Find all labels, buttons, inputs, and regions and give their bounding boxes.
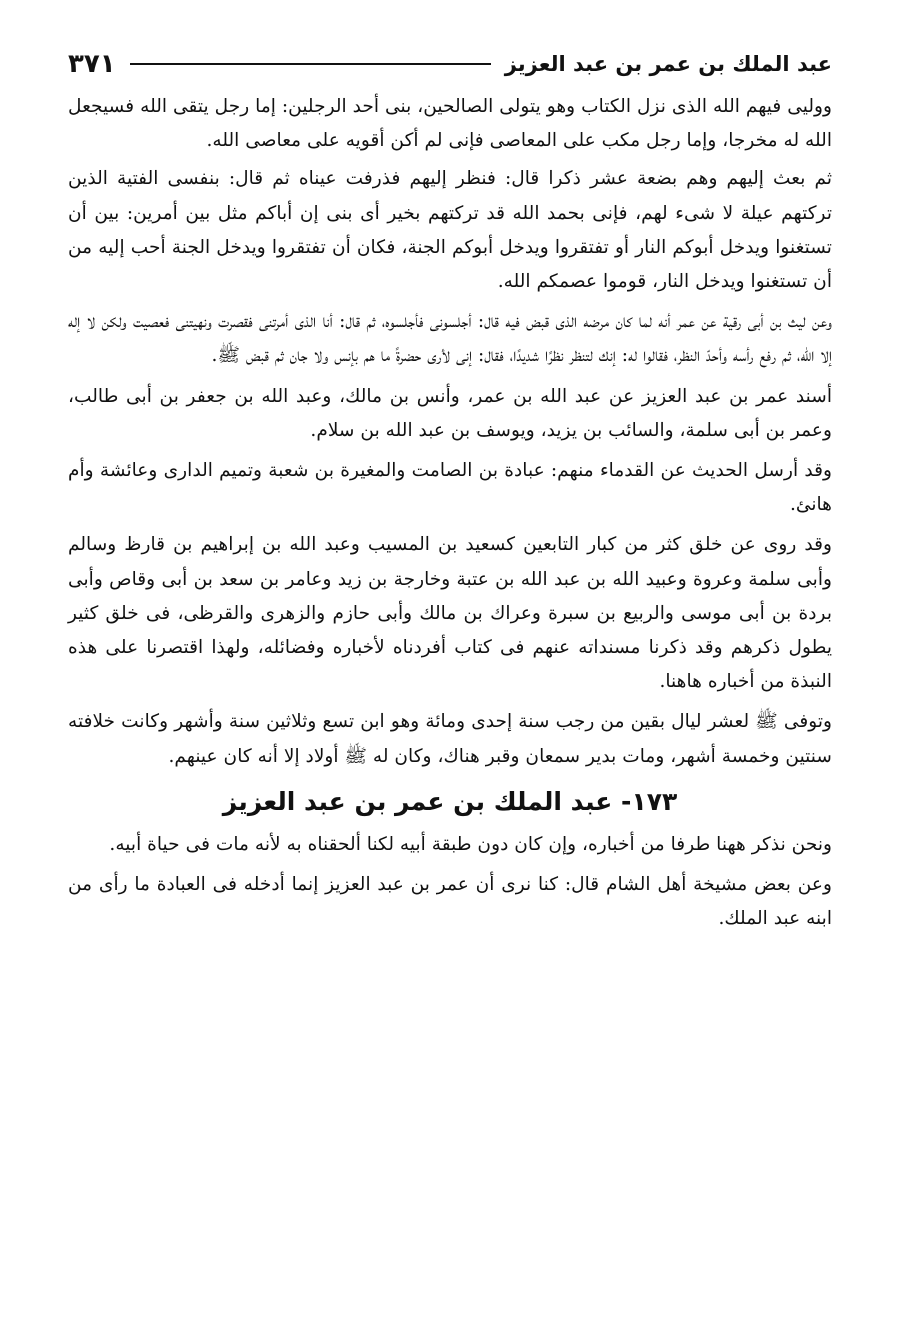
section-paragraph-2: وعن بعض مشيخة أهل الشام قال: كنا نرى أن عمر بن عبد العزيز إنما أدخله فى العبادة ما رأى من ابنه عبد الملك. (68, 874, 832, 930)
paragraph-3: وعن ليث بن أبى رقية عن عمر أنه لما كان مرضه الذى قبض فيه قال: أجلسونى فأجلسوه، ثم قال: أنا الذى أمرتنى فقصرت ونهيتنى فعصيت ولكن لا إله إلا الله، ثم رفع رأسه وأحدّ النظر، فقالوا له: إنك لتنظر نظرًا شديدًا، فقال: إنى لأرى حضرةً ما هم بإنس ولا جان ثم قبض ﷺ. (68, 311, 832, 367)
paragraph-6: وقد روى عن خلق كثر من كبار التابعين كسعيد بن المسيب وعبد الله بن إبراهيم بن قارظ وسالم وأبى سلمة وعروة وعبيد الله بن عبد الله بن عتبة وخارجة بن زيد وعامر بن سعد بن أبى وقاص وأبى بردة بن أبى موسى والربيع بن سبرة وعراك بن مالك وأبى حازم والزهرى والقرظى، فى خلق كثير يطول ذكرهم وقد ذكرنا مسنداته عنهم فى كتاب أفردناه لأخباره وفضائله، ولهذا اقتصرنا على هذه النبذة من أخباره هاهنا. (68, 534, 832, 693)
paragraph-2: ثم بعث إليهم وهم بضعة عشر ذكرا قال: فنظر إليهم فذرفت عيناه ثم قال: بنفسى الفتية الذين تركتهم عيلة لا شىء لهم، فإنى بحمد الله قد تركتهم بخير أى بنى إن أباكم مثل بين أمرين: بين أن تستغنوا ويدخل أبوكم النار أو تفتقروا ويدخل أبوكم الجنة، فكان أن تفتقروا ويدخل الجنة أحب إليه من أن تستغنوا ويدخل النار، قوموا عصمكم الله. (68, 168, 832, 293)
header-rule (130, 63, 491, 65)
paragraph-7: وتوفى ﷺ لعشر ليال بقين من رجب سنة إحدى ومائة وهو ابن تسع وثلاثين سنة وأشهر وكانت خلافته سنتين وخمسة أشهر، ومات بدير سمعان وقبر هناك، وكان له ﷺ أولاد إلا أنه كان عينهم. (68, 711, 832, 767)
page-header (68, 44, 832, 84)
section-paragraph-1: ونحن نذكر ههنا طرفا من أخباره، وإن كان دون طبقة أبيه لكنا ألحقناه به لأنه مات فى حياة أبيه. (109, 833, 832, 855)
running-title: عبد الملك بن عمر بن عبد العزيز (504, 52, 832, 76)
paragraph-1: ووليى فيهم الله الذى نزل الكتاب وهو يتولى الصالحين، بنى أحد الرجلين: إما رجل يتقى الله فسيجعل الله له مخرجا، وإما رجل مكب على المعاصى فإنى لم أكن أقويه على معاصى الله. (68, 96, 832, 152)
paragraph-4: أسند عمر بن عبد العزيز عن عبد الله بن عمر، وأنس بن مالك، وعبد الله بن جعفر بن أبى طالب، وعمر بن أبى سلمة، والسائب بن يزيد، ويوسف بن عبد الله بن سلام. (68, 385, 832, 441)
section-heading: ١٧٣- عبد الملك بن عمر بن عبد العزيز (222, 786, 678, 816)
paragraph-5: وقد أرسل الحديث عن القدماء منهم: عبادة بن الصامت والمغيرة بن شعبة وتميم الدارى وعائشة وأم هانئ. (68, 460, 832, 516)
page-number: ٣٧١ (68, 49, 116, 79)
book-page (68, 44, 832, 942)
